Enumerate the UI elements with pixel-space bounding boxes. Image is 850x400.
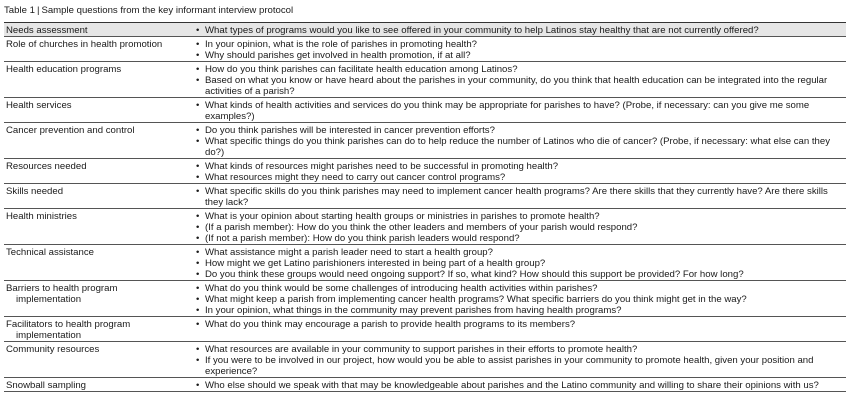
questions-cell <box>194 245 846 281</box>
table-row <box>4 159 846 184</box>
bullet-icon: • <box>196 211 200 222</box>
question-item <box>196 172 844 183</box>
bullet-icon: • <box>196 380 200 391</box>
topic-cell <box>4 37 194 62</box>
questions-cell <box>194 378 846 392</box>
table-row <box>4 23 846 37</box>
question-item <box>196 25 844 36</box>
table-row <box>4 209 846 245</box>
question-item <box>196 50 844 61</box>
question-item <box>196 305 844 316</box>
question-item <box>196 100 844 122</box>
bullet-icon: • <box>196 25 200 36</box>
question-item <box>196 233 844 244</box>
questions-cell <box>194 123 846 159</box>
question-item <box>196 355 844 377</box>
topic-label: Role of churches in health promotion <box>6 39 163 50</box>
topic-label: Health services <box>6 100 72 111</box>
question-text: (If not a parish member): How do you think parish leaders would respond? <box>205 233 520 244</box>
questions-cell <box>194 209 846 245</box>
question-text: What specific skills do you think parishes may need to implement cancer health programs? Are there skills that they currently have? Are there skills they lack? <box>205 186 828 208</box>
table-row <box>4 123 846 159</box>
question-item <box>196 269 844 280</box>
table-row <box>4 281 846 317</box>
question-text: In your opinion, what things in the community may prevent parishes from having health programs? <box>205 305 622 316</box>
bullet-icon: • <box>196 50 200 61</box>
topic-cell <box>4 184 194 209</box>
question-item <box>196 161 844 172</box>
question-text: Do you think these groups would need ongoing support? If so, what kind? How should this support be provided? For how long? <box>205 269 744 280</box>
topic-label: Health ministries <box>6 211 77 222</box>
caption-separator: | <box>36 5 40 16</box>
question-text: Do you think parishes will be interested in cancer prevention efforts? <box>205 125 495 136</box>
bullet-icon: • <box>196 305 200 316</box>
table-caption <box>4 0 846 23</box>
bullet-icon: • <box>196 233 200 244</box>
topic-label: Resources needed <box>6 161 87 172</box>
question-text: In your opinion, what is the role of parishes in promoting health? <box>205 39 477 50</box>
questions-cell <box>194 281 846 317</box>
table-body <box>4 23 846 392</box>
questions-cell <box>194 184 846 209</box>
topic-label: Skills needed <box>6 186 64 197</box>
question-text: What types of programs would you like to see offered in your community to help Latinos stay healthy that are not currently offered? <box>205 25 759 36</box>
question-text: What is your opinion about starting health groups or ministries in parishes to promote health? <box>205 211 600 222</box>
question-item <box>196 380 844 391</box>
topic-cell <box>4 317 194 342</box>
table-row <box>4 184 846 209</box>
bullet-icon: • <box>196 39 200 50</box>
topic-label: Health education programs <box>6 64 122 75</box>
table-row <box>4 317 846 342</box>
question-text: What might keep a parish from implementing cancer health programs? What specific barriers do you think might get in the way? <box>205 294 747 305</box>
table-row <box>4 37 846 62</box>
bullet-icon: • <box>196 172 200 183</box>
bullet-icon: • <box>196 222 200 233</box>
bullet-icon: • <box>196 258 200 269</box>
questions-cell <box>194 317 846 342</box>
topic-label: Facilitators to health program <box>6 319 131 330</box>
question-text: What do you think may encourage a parish to provide health programs to its members? <box>205 319 576 330</box>
question-text: How might we get Latino parishioners interested in being part of a health group? <box>205 258 546 269</box>
questions-cell <box>194 98 846 123</box>
bullet-icon: • <box>196 161 200 172</box>
questions-cell <box>194 62 846 98</box>
question-item <box>196 294 844 305</box>
question-item <box>196 247 844 258</box>
topic-cell <box>4 281 194 317</box>
table-row <box>4 378 846 392</box>
bullet-icon: • <box>196 294 200 305</box>
topic-label: Technical assistance <box>6 247 94 258</box>
questions-cell <box>194 37 846 62</box>
question-item <box>196 319 844 330</box>
table-label: Table 1 <box>4 5 35 16</box>
question-item <box>196 211 844 222</box>
bullet-icon: • <box>196 355 200 366</box>
topic-label: Cancer prevention and control <box>6 125 135 136</box>
table-title: Sample questions from the key informant interview protocol <box>41 5 294 16</box>
bullet-icon: • <box>196 64 200 75</box>
topic-label: Needs assessment <box>6 25 88 36</box>
question-item <box>196 75 844 97</box>
question-text: (If a parish member): How do you think the other leaders and members of your parish would respond? <box>205 222 638 233</box>
question-text: If you were to be involved in our project, how would you be able to assist parishes in your community to promote health, given your position and experience? <box>205 355 814 377</box>
interview-questions-table <box>4 23 846 392</box>
question-item <box>196 125 844 136</box>
question-item <box>196 39 844 50</box>
question-text: What kinds of health activities and services do you think may be appropriate for parishes to have? (Probe, if necessary: can you give me some examples?) <box>205 100 810 122</box>
table-row <box>4 245 846 281</box>
question-text: Why should parishes get involved in health promotion, if at all? <box>205 50 471 61</box>
question-text: What assistance might a parish leader need to start a health group? <box>205 247 493 258</box>
question-item <box>196 186 844 208</box>
bullet-icon: • <box>196 247 200 258</box>
bullet-icon: • <box>196 319 200 330</box>
bullet-icon: • <box>196 136 200 147</box>
topic-cell <box>4 98 194 123</box>
question-text: What specific things do you think parishes can do to help reduce the number of Latinos who die of cancer? (Probe, if necessary: what else can they do?) <box>205 136 831 158</box>
questions-cell <box>194 23 846 37</box>
question-item <box>196 64 844 75</box>
topic-label: implementation <box>16 294 82 305</box>
topic-cell <box>4 245 194 281</box>
topic-cell <box>4 342 194 378</box>
question-item <box>196 222 844 233</box>
questions-cell <box>194 159 846 184</box>
question-text: Who else should we speak with that may be knowledgeable about parishes and the Latino community and willing to share their opinions with us? <box>205 380 819 391</box>
question-text: What resources might they need to carry out cancer control programs? <box>205 172 506 183</box>
question-text: Based on what you know or have heard about the parishes in your community, do you think that health education can be integrated into the regular activities of a parish? <box>205 75 828 97</box>
questions-cell <box>194 342 846 378</box>
bullet-icon: • <box>196 344 200 355</box>
bullet-icon: • <box>196 125 200 136</box>
question-item <box>196 283 844 294</box>
topic-cell <box>4 209 194 245</box>
topic-label: Barriers to health program <box>6 283 118 294</box>
table-row <box>4 98 846 123</box>
question-text: What do you think would be some challenges of introducing health activities within parishes? <box>205 283 598 294</box>
question-item <box>196 344 844 355</box>
topic-cell <box>4 62 194 98</box>
topic-cell <box>4 378 194 392</box>
question-item <box>196 136 844 158</box>
bullet-icon: • <box>196 75 200 86</box>
question-text: What resources are available in your community to support parishes in their efforts to promote health? <box>205 344 638 355</box>
topic-label: Community resources <box>6 344 100 355</box>
topic-cell <box>4 123 194 159</box>
table-row <box>4 62 846 98</box>
topic-label: Snowball sampling <box>6 380 86 391</box>
bullet-icon: • <box>196 100 200 111</box>
topic-cell <box>4 159 194 184</box>
bullet-icon: • <box>196 186 200 197</box>
question-text: What kinds of resources might parishes need to be successful in promoting health? <box>205 161 559 172</box>
question-item <box>196 258 844 269</box>
question-text: How do you think parishes can facilitate health education among Latinos? <box>205 64 518 75</box>
topic-label: implementation <box>16 330 82 341</box>
table-row <box>4 342 846 378</box>
topic-cell <box>4 23 194 37</box>
bullet-icon: • <box>196 283 200 294</box>
bullet-icon: • <box>196 269 200 280</box>
